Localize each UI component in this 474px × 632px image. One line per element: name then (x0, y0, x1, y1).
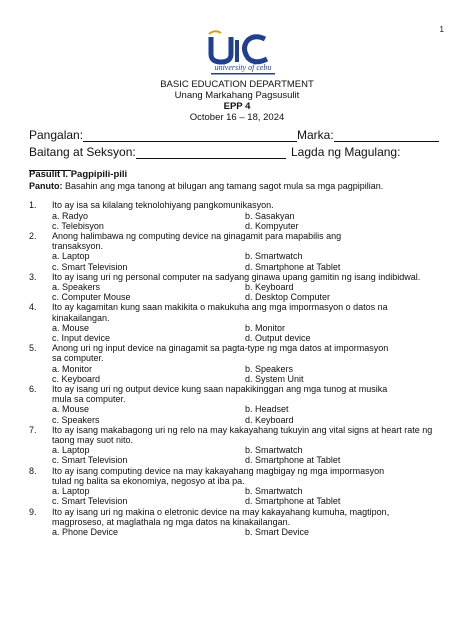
question-text: Anong uri ng input device na ginagamit sa pagta-type ng mga datos at impormasyon (52, 343, 389, 354)
question-number: 6. (29, 384, 37, 395)
question-item (29, 231, 454, 272)
question-item (29, 272, 454, 303)
answer-options (29, 251, 454, 271)
name-line[interactable] (83, 130, 297, 142)
answer-option[interactable]: b. Speakers (245, 363, 294, 374)
subject-title: EPP 4 (223, 101, 251, 112)
question-text-continued: magproseso, at maglathala ng mga datos na kinakailangan. (52, 516, 291, 527)
answer-option[interactable]: c. Smart Television (52, 455, 128, 466)
answer-options (29, 364, 454, 384)
question-item (29, 302, 454, 343)
answer-option[interactable]: a. Laptop (52, 251, 90, 262)
score-field[interactable] (297, 128, 439, 142)
question-number: 7. (29, 424, 37, 435)
exam-body (29, 170, 454, 537)
answer-option[interactable]: c. Computer Mouse (52, 292, 131, 303)
answer-option[interactable]: c. Telebisyon (52, 220, 104, 231)
answer-option[interactable]: c. Input device (52, 333, 111, 344)
question-text-continued: kinakailangan. (52, 312, 110, 323)
answer-option[interactable]: a. Speakers (52, 282, 101, 293)
answer-option[interactable]: a. Laptop (52, 445, 90, 456)
answer-options (29, 486, 454, 506)
question-item (29, 466, 454, 507)
answer-option[interactable]: b. Smartwatch (245, 251, 303, 262)
answer-option[interactable]: b. Keyboard (245, 282, 294, 293)
answer-option[interactable]: a. Mouse (52, 322, 90, 333)
question-number: 1. (29, 200, 37, 211)
question-number: 5. (29, 343, 37, 354)
question-number: 4. (29, 302, 37, 313)
exam-title: Unang Markahang Pagsusulit (174, 90, 300, 101)
answer-option[interactable]: b. Smart Device (245, 526, 310, 537)
answer-option[interactable]: a. Laptop (52, 486, 90, 497)
answer-option[interactable]: d. System Unit (245, 373, 304, 384)
answer-option[interactable]: d. Desktop Computer (245, 292, 331, 303)
answer-option[interactable]: b. Monitor (245, 322, 286, 333)
answer-option[interactable]: d. Kompyuter (245, 220, 299, 231)
instructions-text: Basahin ang mga tanong at bilugan ang tamang sagot mula sa mga pagpipilian. (65, 181, 384, 192)
question-text: Ito ay isang uri ng output device kung saan napakikinggan ang mga tunog at musika (52, 384, 388, 395)
section-title: Pasulit I. Pagpipili-pili (29, 169, 128, 180)
answer-option[interactable]: b. Headset (245, 404, 289, 415)
question-text-continued: mula sa computer. (52, 394, 126, 405)
question-text: Ito ay isang uri ng makina o eletronic device na may kakayahang kumuha, magtipon, (52, 506, 390, 517)
svg-text:university of cebu: university of cebu (214, 63, 272, 72)
instructions-label: Panuto: (29, 181, 63, 192)
instructions (29, 181, 454, 191)
exam-dates: October 16 – 18, 2024 (189, 112, 285, 123)
question-item (29, 343, 454, 384)
question-text: Ito ay isang uri ng personal computer na sadyang ginawa upang gamitin ng isang indibidwal. (52, 271, 421, 282)
question-text-continued: transaksyon. (52, 241, 104, 252)
answer-option[interactable]: c. Keyboard (52, 373, 101, 384)
answer-options (29, 282, 454, 302)
answer-option[interactable]: a. Monitor (52, 363, 93, 374)
answer-options (29, 323, 454, 343)
answer-option[interactable]: d. Smartphone at Tablet (245, 261, 341, 272)
answer-option[interactable]: b. Smartwatch (245, 445, 303, 456)
question-text-continued: sa computer. (52, 353, 104, 364)
name-label: Pangalan: (29, 128, 84, 142)
answer-option[interactable]: b. Smartwatch (245, 486, 303, 497)
answer-option[interactable]: c. Smart Television (52, 261, 128, 272)
university-logo (205, 28, 281, 76)
answer-option[interactable]: d. Output device (245, 333, 311, 344)
answer-option[interactable]: c. Speakers (52, 414, 100, 425)
question-number: 9. (29, 506, 37, 517)
answer-option[interactable]: d. Smartphone at Tablet (245, 455, 341, 466)
answer-option[interactable]: a. Radyo (52, 210, 89, 221)
question-text: Ito ay kagamitan kung saan makikita o makukuha ang mga impormasyon o datos na (52, 302, 388, 313)
question-item (29, 507, 454, 538)
question-item (29, 384, 454, 425)
answer-options (29, 211, 454, 231)
answer-option[interactable]: d. Smartphone at Tablet (245, 496, 341, 507)
answer-options (29, 404, 454, 424)
page-number: 1 (439, 25, 444, 34)
name-field[interactable] (29, 128, 297, 142)
grade-section-line[interactable] (136, 147, 286, 159)
question-number: 2. (29, 231, 37, 242)
answer-option[interactable]: b. Sasakyan (245, 210, 295, 221)
department-title: BASIC EDUCATION DEPARTMENT (160, 79, 314, 90)
question-item (29, 200, 454, 231)
question-text: Ito ay isa sa kilalang teknolohiyang pangkomunikasyon. (52, 200, 274, 211)
grade-section-label: Baitang at Seksyon: (29, 145, 136, 159)
question-list (29, 200, 454, 537)
question-text: Ito ay isang makabagong uri ng relo na may kakayahang tukuyin ang vital signs at heart rate ng taong may suot nito. (52, 424, 433, 446)
parent-signature-label: Lagda ng Magulang: (291, 145, 401, 159)
score-label: Marka: (297, 128, 334, 142)
question-number: 8. (29, 465, 37, 476)
answer-options (29, 527, 454, 537)
answer-options (29, 445, 454, 465)
parent-signature-field[interactable] (291, 145, 400, 159)
answer-option[interactable]: a. Mouse (52, 404, 90, 415)
question-number: 3. (29, 271, 37, 282)
question-text: Anong halimbawa ng computing device na ginagamit para mapabilis ang (52, 231, 342, 242)
answer-option[interactable]: a. Phone Device (52, 526, 119, 537)
question-text-continued: tulad ng balita sa ekonomiya, negosyo at iba pa. (52, 475, 245, 486)
question-item (29, 425, 454, 466)
score-line[interactable] (334, 130, 439, 142)
answer-option[interactable]: c. Smart Television (52, 496, 128, 507)
question-text: Ito ay isang computing device na may kakayahang magbigay ng mga impormasyon (52, 465, 385, 476)
answer-option[interactable]: d. Keyboard (245, 414, 294, 425)
